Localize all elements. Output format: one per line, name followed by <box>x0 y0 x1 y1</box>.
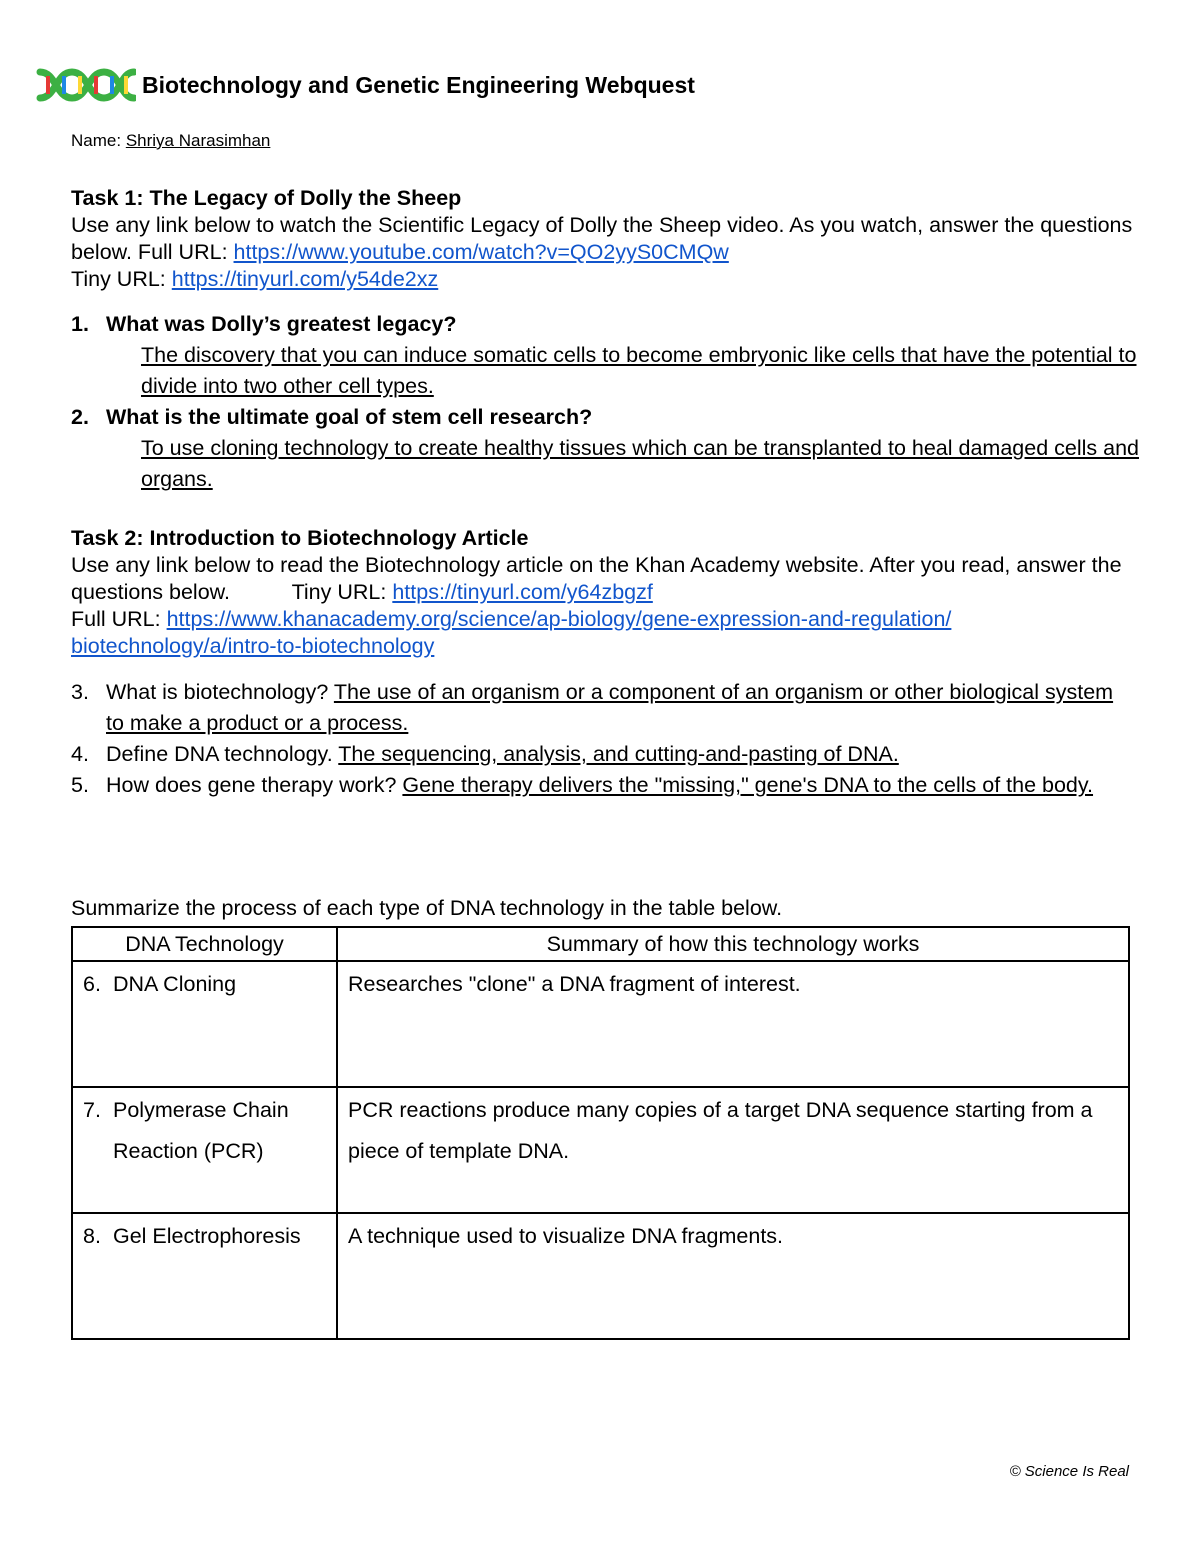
table-row <box>72 1213 1129 1339</box>
task2-tiny-url-link[interactable]: https://tinyurl.com/y64zbgzf <box>392 580 653 604</box>
question-text: Define DNA technology. <box>106 742 333 766</box>
task1-tiny-url-link[interactable]: https://tinyurl.com/y54de2xz <box>171 267 439 291</box>
name-label: Name: <box>71 131 122 150</box>
answer-2: To use cloning technology to create healthy tissues which can be transplanted to heal damaged cells and organs. <box>141 436 1139 491</box>
answer-5: Gene therapy delivers the "missing," gene's DNA to the cells of the body. <box>402 773 1094 797</box>
task2-heading: Task 2: Introduction to Biotechnology Article <box>71 526 529 550</box>
question-number: 3. <box>71 680 89 704</box>
table-row <box>72 1087 1129 1213</box>
technology-cell: 8. Gel Electrophoresis <box>72 1213 337 1339</box>
task1-instructions: Use any link below to watch the Scientific Legacy of Dolly the Sheep video. As you watch, answer the questions below. Full URL: https://www.youtube.com/watch?v=QO2yyS0CMQw <box>71 213 1133 264</box>
task1-tiny-url-line: Tiny URL: https://tinyurl.com/y54de2xz <box>71 267 439 291</box>
task1-heading: Task 1: The Legacy of Dolly the Sheep <box>71 186 462 210</box>
question-text: How does gene therapy work? <box>106 773 397 797</box>
question-text: What is the ultimate goal of stem cell research? <box>106 405 593 429</box>
name-value: Shriya Narasimhan <box>125 131 271 150</box>
task2-instructions: Use any link below to read the Biotechnology article on the Khan Academy website. After you read, answer the questions below. Tiny URL: https://tinyurl.com/y64zbgzf <box>71 553 1122 604</box>
task2-full-url-link-cont[interactable]: biotechnology/a/intro-to-biotechnology <box>71 634 435 658</box>
dna-logo-icon <box>36 64 136 106</box>
question-number: 5. <box>71 773 89 797</box>
answer-4: The sequencing, analysis, and cutting-and-pasting of DNA. <box>338 742 899 766</box>
table-header-summary: Summary of how this technology works <box>337 927 1129 961</box>
question-text: What is biotechnology? <box>106 680 329 704</box>
task2-full-url-link[interactable]: https://www.khanacademy.org/science/ap-biology/gene-expression-and-regulation/ <box>166 607 952 631</box>
document-title: Biotechnology and Genetic Engineering Webquest <box>142 71 695 98</box>
table-row <box>72 961 1129 1087</box>
question-number: 4. <box>71 742 89 766</box>
document-header <box>36 64 695 106</box>
name-line <box>71 131 270 151</box>
task2-block <box>71 525 1141 660</box>
summary-cell: PCR reactions produce many copies of a target DNA sequence starting from a piece of template DNA. <box>337 1087 1129 1213</box>
summary-intro: Summarize the process of each type of DNA technology in the table below. <box>71 896 783 920</box>
answer-1: The discovery that you can induce somatic cells to become embryonic like cells that have the potential to divide into two other cell types. <box>141 343 1137 398</box>
footer-copyright: © Science Is Real <box>1009 1463 1129 1480</box>
question-text: What was Dolly’s greatest legacy? <box>106 312 457 336</box>
table-header-technology: DNA Technology <box>72 927 337 961</box>
task1-block <box>71 185 1141 293</box>
task1-full-url-link[interactable]: https://www.youtube.com/watch?v=QO2yyS0CMQw <box>233 240 729 264</box>
summary-cell: Researches "clone" a DNA fragment of interest. <box>337 961 1129 1087</box>
question-number: 1. <box>71 312 89 336</box>
technology-cell: 6. DNA Cloning <box>72 961 337 1087</box>
question-number: 2. <box>71 405 89 429</box>
dna-technology-table <box>71 926 1130 1340</box>
technology-cell: 7. Polymerase Chain Reaction (PCR) <box>72 1087 337 1213</box>
task2-full-url-line: Full URL: https://www.khanacademy.org/science/ap-biology/gene-expression-and-regulation/ <box>71 607 952 631</box>
table-header-row <box>72 927 1129 961</box>
answer-3: The use of an organism or a component of an organism or other biological system to make a product or a process. <box>106 680 1114 735</box>
summary-cell: A technique used to visualize DNA fragments. <box>337 1213 1129 1339</box>
